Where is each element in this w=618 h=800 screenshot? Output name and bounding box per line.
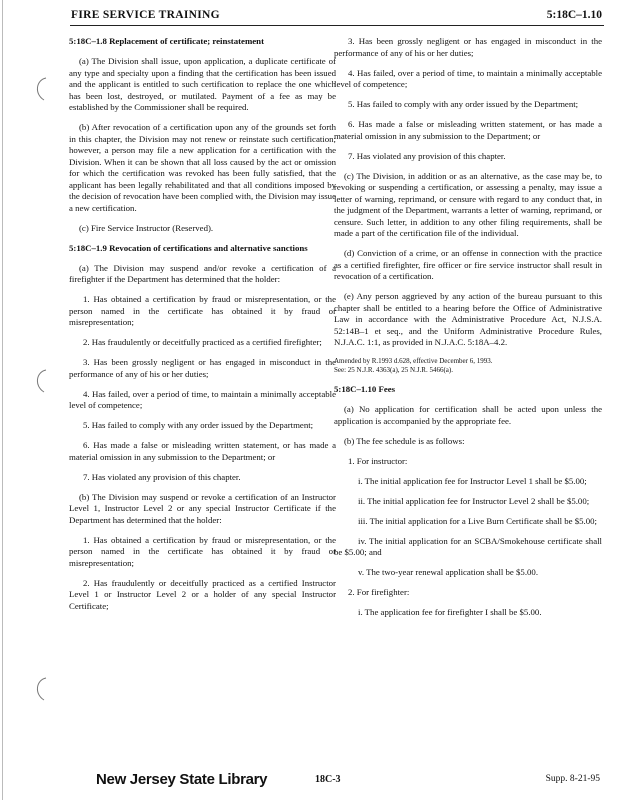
paragraph: (c) Fire Service Instructor (Reserved). xyxy=(79,222,214,233)
amendment-note xyxy=(334,357,602,375)
list-item: 5. Has failed to comply with any order issued by the Department; xyxy=(83,420,314,430)
list-subitem: iii. The initial application for a Live Burn Certificate shall be $5.00; xyxy=(358,515,597,526)
list-item: 2. Has fraudulently or deceitfully practiced as a certified firefighter; xyxy=(83,337,322,347)
list-item: 6. Has made a false or misleading written statement, or has made a material omission in any submission to the Department; or xyxy=(334,119,602,141)
list-subitem: ii. The initial application fee for Instructor Level 2 shall be $5.00; xyxy=(358,495,590,506)
running-header-title: FIRE SERVICE TRAINING xyxy=(71,9,220,21)
paragraph: (a) No application for certification shall be acted upon unless the application is accompanied by the appropriate fee. xyxy=(334,404,602,426)
paragraph: (d) Conviction of a crime, or an offense in connection with the practice as a certified firefighter, fire officer or fire service instructor shall result in revocation of a certification. xyxy=(334,248,602,281)
list-item: 4. Has failed, over a period of time, to maintain a minimally acceptable level of competence; xyxy=(69,388,336,410)
section-heading: 5:18C–1.10 Fees xyxy=(334,384,396,394)
list-item: 2. For firefighter: xyxy=(348,587,410,597)
punch-hole-mark xyxy=(30,368,52,394)
right-column xyxy=(334,36,602,627)
paragraph: (b) After revocation of a certification upon any of the grounds set forth in this chapter, the Division may not renew or reinstate such certification; however, a person may file a new application for a certification with the Division. When it can be shown that all loss caused by the act or omission for which the certification was revoked has been fully satisfied, that the applicant has been legally rehabilitated and that all conditions imposed by the decision of revocation have been complied with, the Division may issue a new certification. xyxy=(69,122,336,213)
punch-hole-mark xyxy=(30,676,52,702)
list-item: 3. Has been grossly negligent or has engaged in misconduct in the performance of any of his or her duties; xyxy=(69,357,336,379)
list-item: 6. Has made a false or misleading written statement, or has made a material omission in any submission to the Department; or xyxy=(69,440,336,462)
list-item: 1. For instructor: xyxy=(348,455,408,466)
header-rule xyxy=(70,25,604,26)
list-subitem: iv. The initial application for an SCBA/Smokehouse certificate shall be $5.00; and xyxy=(334,535,602,557)
punch-hole-mark xyxy=(30,76,52,102)
section-heading: 5:18C–1.9 Revocation of certifications and alternative sanctions xyxy=(69,242,308,253)
amendment-line: Amended by R.1993 d.628, effective December 6, 1993. xyxy=(334,357,493,365)
paragraph: (e) Any person aggrieved by any action of the bureau pursuant to this chapter shall be entitled to a hearing before the Office of Administrative Law in accordance with the Administrative Procedure Act, N.J.S.A. 52:14B–1 et seq., and the Uniform Administrative Procedure Rules, N.J.A.C. 1:1, as provided in N.J.A.C. 5:18A–4.2. xyxy=(334,291,602,347)
list-subitem: i. The application fee for firefighter I shall be $5.00. xyxy=(358,607,542,617)
list-subitem: v. The two-year renewal application shall be $5.00. xyxy=(358,567,539,577)
scan-margin-line xyxy=(2,0,3,800)
paragraph: (a) The Division may suspend and/or revoke a certification of a firefighter if the Department has determined that the holder: xyxy=(69,262,336,284)
running-header-section: 5:18C–1.10 xyxy=(546,9,602,21)
paragraph: (b) The fee schedule is as follows: xyxy=(344,435,465,446)
section-heading: 5:18C–1.8 Replacement of certificate; reinstatement xyxy=(69,36,265,46)
page-number: 18C-3 xyxy=(315,774,341,785)
list-item: 1. Has obtained a certification by fraud or misrepresentation, or the person named in the certificate has obtained it by fraud or misrepresentation; xyxy=(69,534,336,568)
paragraph: (c) The Division, in addition or as an alternative, as the case may be, to revoking or suspending a certification, or assessing a penalty, may issue a letter of warning, reprimand, or censure with regard to any conduct that, in the judgment of the Department, warrants a letter of warning, reprimand, or censure. Such letter, in addition to any other filing requirements, shall be made a part of the certification file of the individual. xyxy=(334,170,602,238)
left-column xyxy=(69,36,336,621)
paragraph: (b) The Division may suspend or revoke a certification of an Instructor Level 1, Instructor Level 2 or any special Instructor Certificate if the Department has determined that the holder: xyxy=(69,491,336,525)
paragraph: (a) The Division shall issue, upon application, a duplicate certificate of any type and specialty upon a finding that the certification has been issued and the applicant is entitled to such certification to replace the one which has been lost, destroyed, or mutilated. Payment of a fee as may be established by the Commissioner shall be required. xyxy=(69,56,336,112)
library-stamp: New Jersey State Library xyxy=(96,771,268,788)
amendment-line: See: 25 N.J.R. 4363(a), 25 N.J.R. 5466(a). xyxy=(334,366,453,374)
list-item: 2. Has fraudulently or deceitfully practiced as a certified Instructor Level 1 or Instructor Level 2 or a holder of any special Instructor Certificate; xyxy=(69,577,336,611)
list-subitem: i. The initial application fee for Instructor Level 1 shall be $5.00; xyxy=(358,475,587,486)
list-item: 3. Has been grossly negligent or has engaged in misconduct in the performance of any of his or her duties; xyxy=(334,36,602,58)
list-item: 1. Has obtained a certification by fraud or misrepresentation, or the person named in the certificate has obtained it by fraud or misrepresentation; xyxy=(69,294,336,327)
list-item: 7. Has violated any provision of this chapter. xyxy=(83,471,241,482)
list-item: 5. Has failed to comply with any order issued by the Department; xyxy=(348,99,579,109)
supplement-date: Supp. 8-21-95 xyxy=(545,774,600,784)
list-item: 4. Has failed, over a period of time, to maintain a minimally acceptable level of competence; xyxy=(334,67,602,89)
list-item: 7. Has violated any provision of this chapter. xyxy=(348,150,506,161)
